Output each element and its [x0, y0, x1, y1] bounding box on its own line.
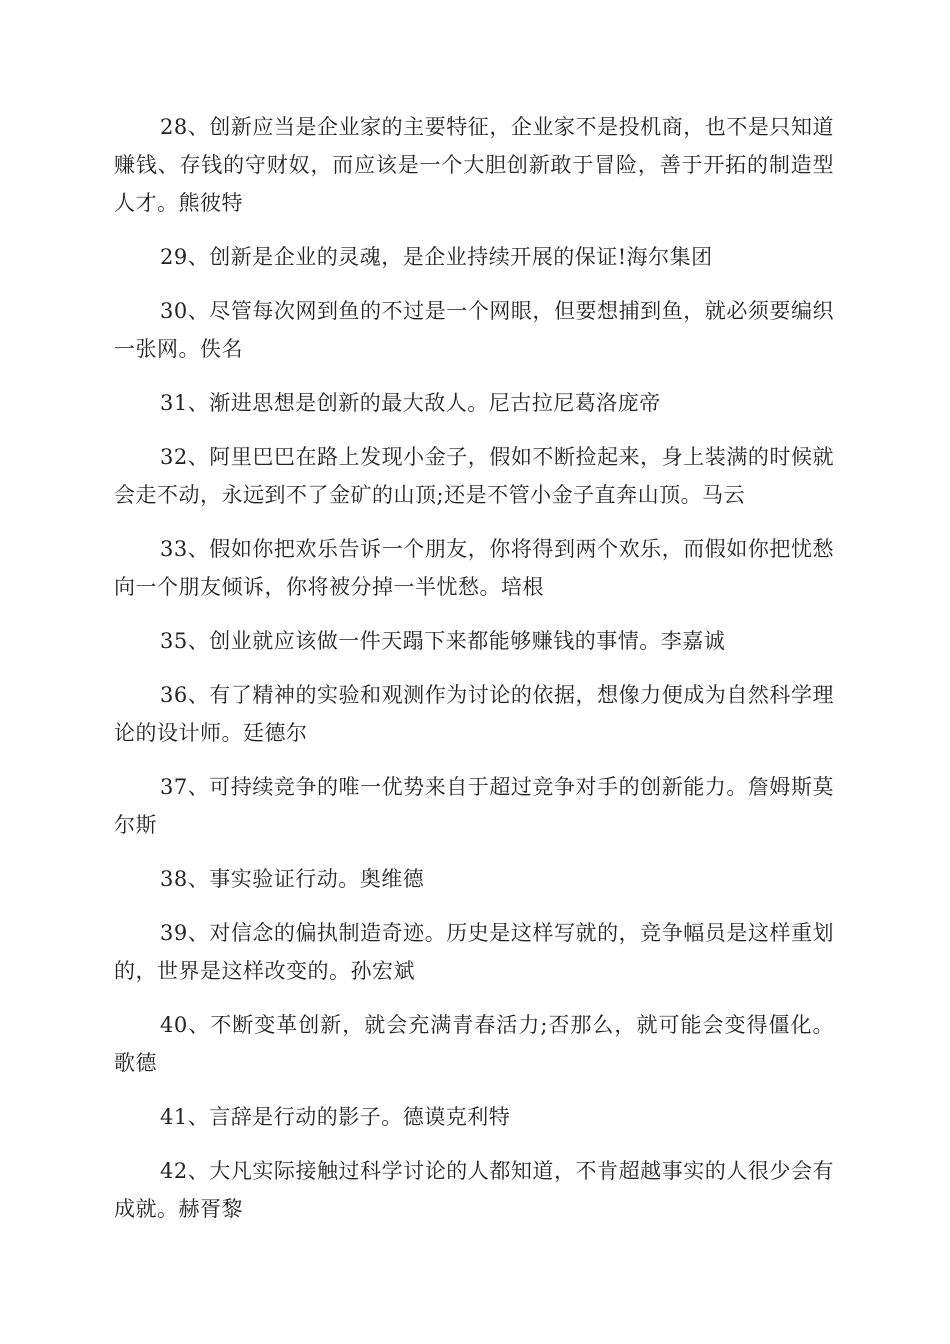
quote-paragraph-28: 28、创新应当是企业家的主要特征，企业家不是投机商，也不是只知道赚钱、存钱的守财奴，而应该是一个大胆创新敢于冒险，善于开拓的制造型人才。熊彼特 [114, 115, 834, 215]
quote-paragraph-37: 37、可持续竞争的唯一优势来自于超过竞争对手的创新能力。詹姆斯莫尔斯 [114, 775, 834, 837]
quote-paragraph-38: 38、事实验证行动。奥维德 [160, 867, 425, 891]
quote-paragraph-32: 32、阿里巴巴在路上发现小金子，假如不断捡起来，身上装满的时候就会走不动，永远到不了金矿的山顶;还是不管小金子直奔山顶。马云 [114, 445, 834, 507]
quote-paragraph-39: 39、对信念的偏执制造奇迹。历史是这样写就的，竞争幅员是这样重划的，世界是这样改变的。孙宏斌 [114, 921, 834, 983]
quote-paragraph-35: 35、创业就应该做一件天蹋下来都能够赚钱的事情。李嘉诚 [160, 629, 726, 653]
document-body [114, 108, 834, 1244]
quote-paragraph-29: 29、创新是企业的灵魂，是企业持续开展的保证!海尔集团 [160, 245, 713, 269]
quote-paragraph-33: 33、假如你把欢乐告诉一个朋友，你将得到两个欢乐，而假如你把忧愁向一个朋友倾诉，你将被分掉一半忧愁。培根 [114, 537, 834, 599]
quote-paragraph-40: 40、不断变革创新，就会充满青春活力;否那么，就可能会变得僵化。歌德 [114, 1013, 834, 1075]
quote-paragraph-30: 30、尽管每次网到鱼的不过是一个网眼，但要想捕到鱼，就必须要编织一张网。佚名 [114, 299, 834, 361]
quote-paragraph-42: 42、大凡实际接触过科学讨论的人都知道，不肯超越事实的人很少会有成就。赫胥黎 [114, 1159, 834, 1221]
quote-paragraph-41: 41、言辞是行动的影子。德谟克利特 [160, 1105, 511, 1129]
quote-paragraph-36: 36、有了精神的实验和观测作为讨论的依据，想像力便成为自然科学理论的设计师。廷德尔 [114, 683, 834, 745]
quote-paragraph-31: 31、渐进思想是创新的最大敌人。尼古拉尼葛洛庞帝 [160, 391, 661, 415]
